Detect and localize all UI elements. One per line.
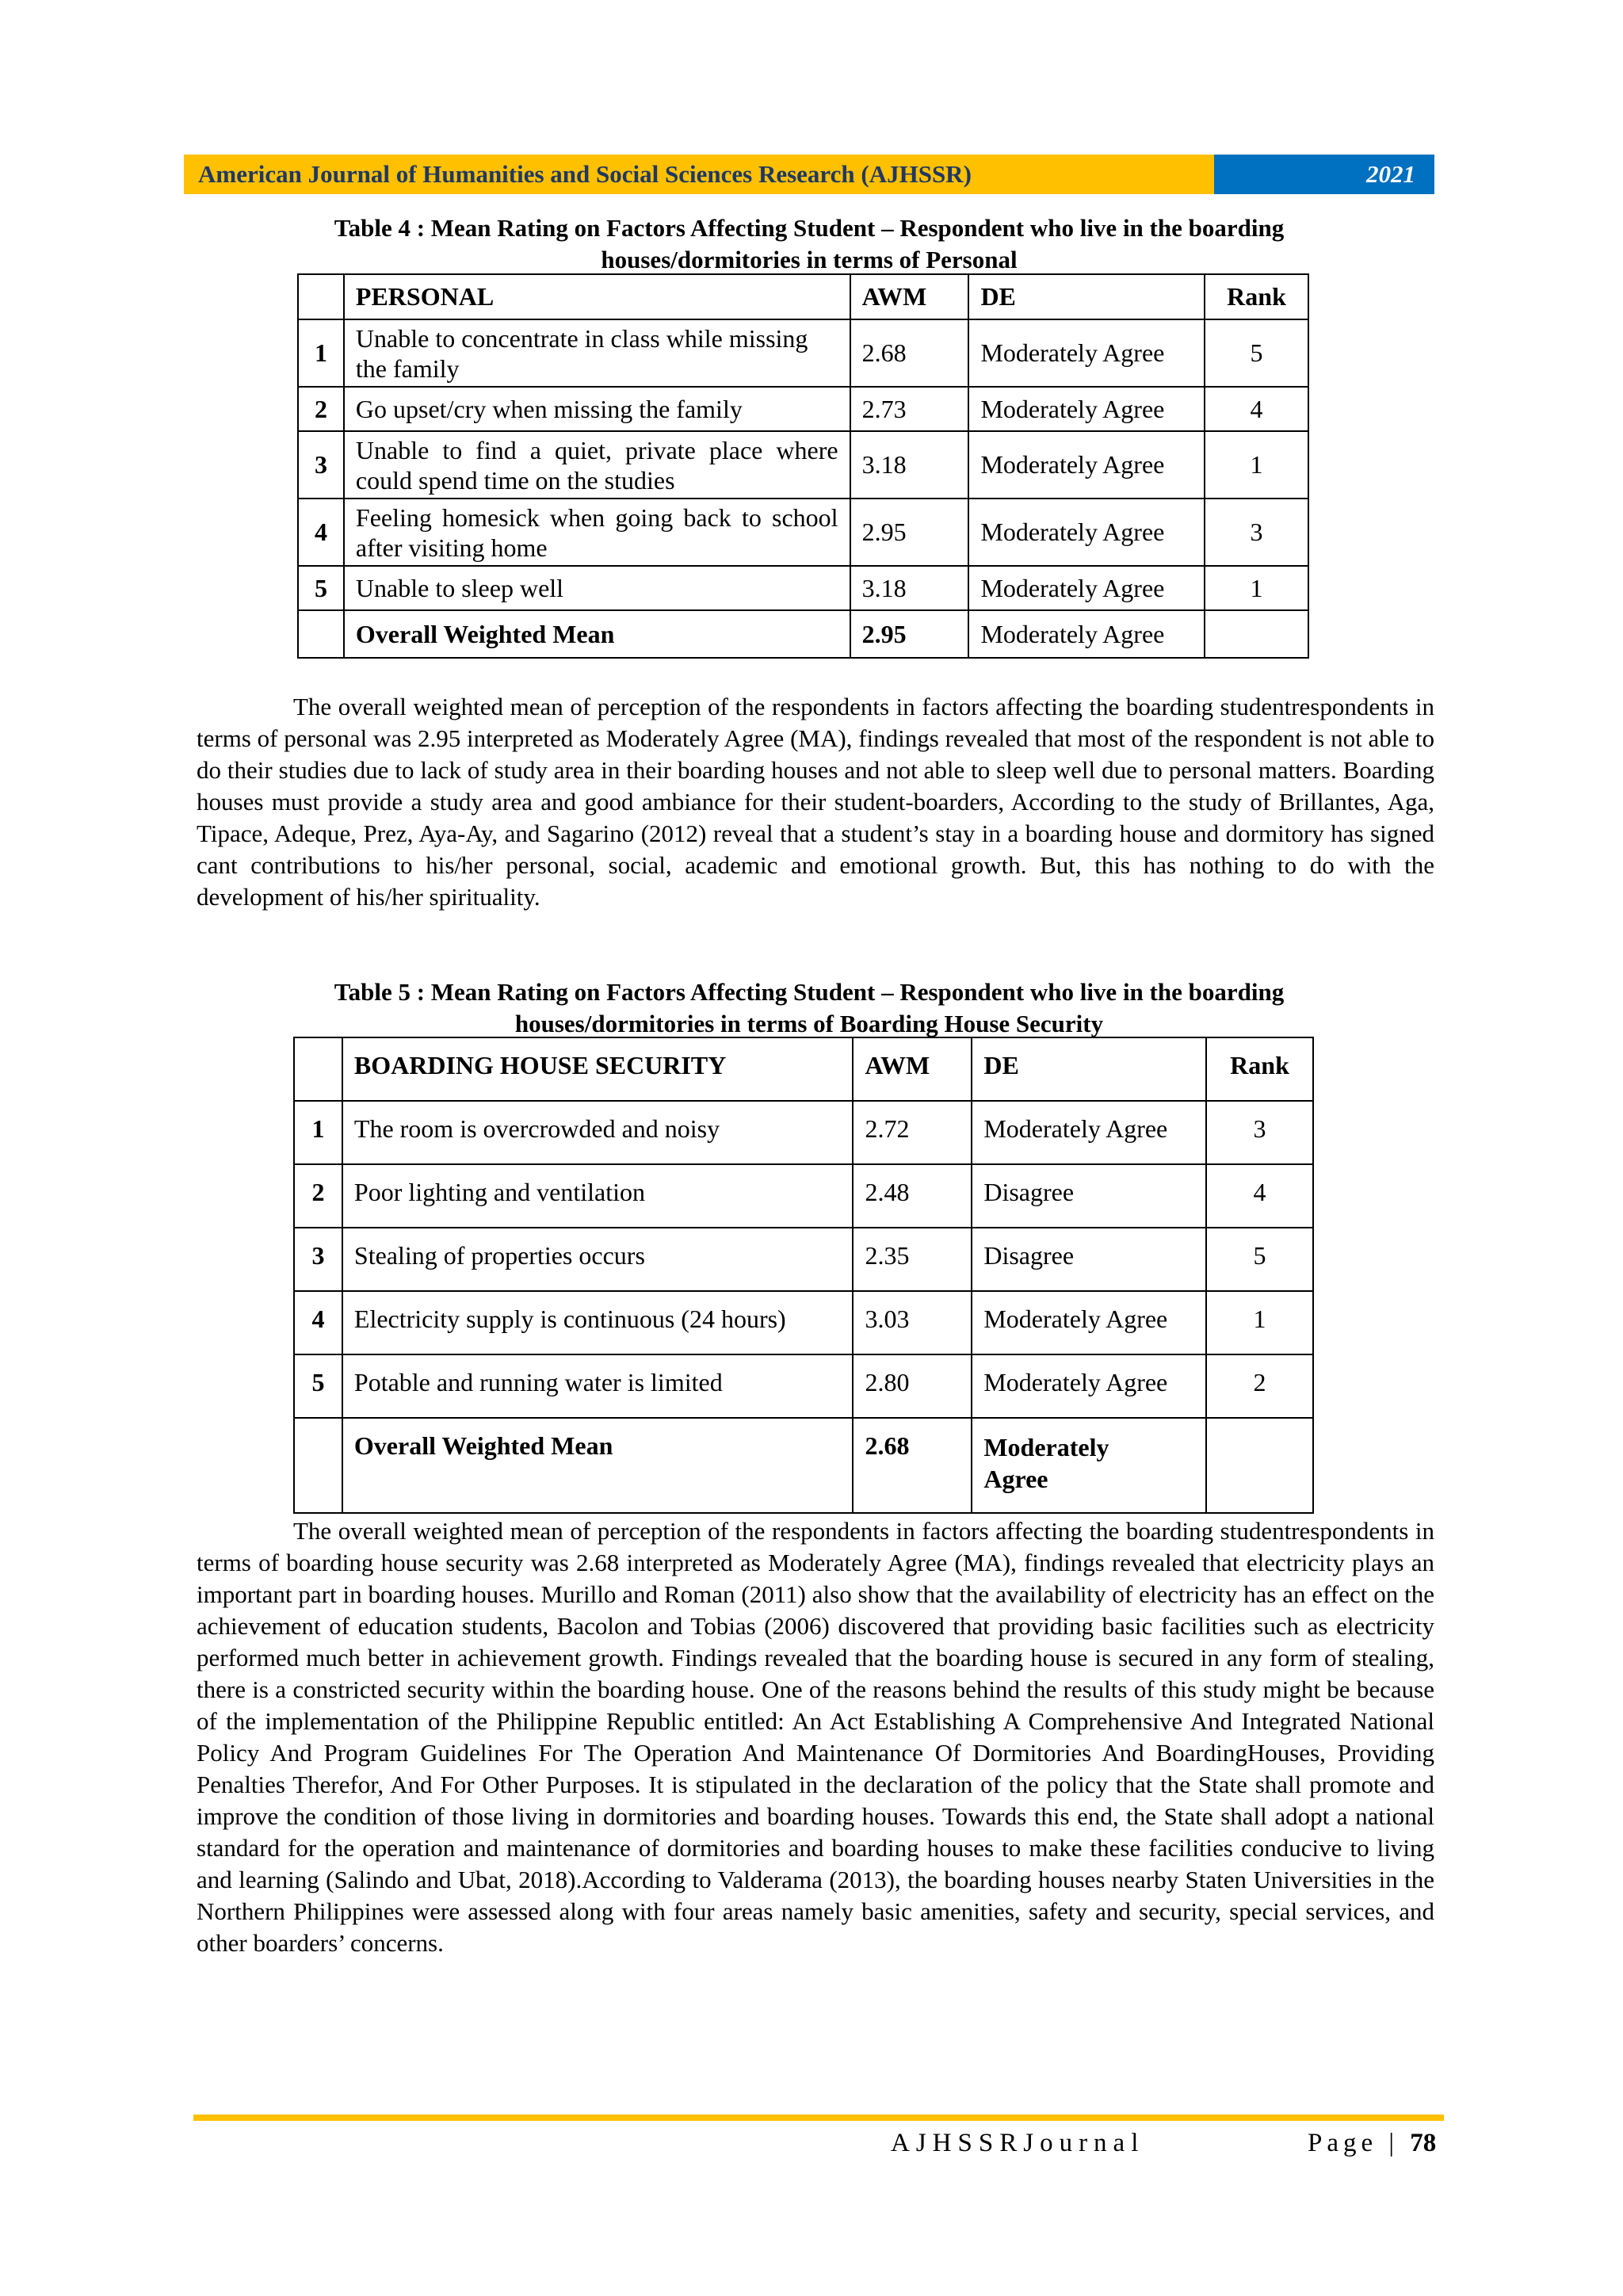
paragraph-security-discussion: The overall weighted mean of perception of the respondents in factors affecting the boarding studentrespondents in terms of boarding house security was 2.68 interpreted as Moderately Agree (MA), findings revealed that electricity plays an important part in boarding houses. Murillo and Roman (2011) also show that the availability of electricity has an effect on the achievement of education students, Bacolon and Tobias (2006) discovered that providing basic facilities such as electricity performed much better in achievement growth. Findings revealed that the boarding house is secured in any form of stealing, there is a constricted security within the boarding house. One of the reasons behind the results of this study might be because of the implementation of the Philippine Republic entitled: An Act Establishing A Comprehensive And Integrated National Policy And Program Guidelines For The Operation And Maintenance Of Dormitories And BoardingHouses, Providing Penalties Therefor, And For Other Purposes. It is stipulated in the declaration of the policy that the State shall promote and improve the condition of those living in dormitories and boarding houses. Towards this end, the State shall adopt a national standard for the operation and maintenance of dormitories and boarding houses to make these facilities conducive to living and learning (Salindo and Ubat, 2018).According to Valderama (2013), the boarding houses nearby Staten Universities in the Northern Philippines were assessed along with four areas namely basic amenities, safety and security, special services, and other boarders’ concerns. [197,1517,1434,1957]
row-item: The room is overcrowded and noisy [342,1101,854,1164]
row-awm: 3.18 [850,431,969,499]
overall-de-text: Moderately Agree [983,1433,1109,1493]
row-number: 4 [294,1291,342,1354]
table4-caption-line1: Table 4 : Mean Rating on Factors Affecting Student – Respondent who live in the boarding [334,214,1285,242]
table4 [297,273,1309,659]
row-awm: 3.03 [853,1291,972,1354]
table-row [294,1164,1313,1228]
row-awm: 2.73 [850,387,969,431]
row-number: 3 [294,1228,342,1291]
row-de: Disagree [972,1228,1206,1291]
footer-page-label: Page | [1308,2129,1400,2157]
row-number: 1 [294,1101,342,1164]
table5-caption-line2: houses/dormitories in terms of Boarding House Security [514,1010,1104,1037]
table4-overall-row [298,610,1308,658]
row-de: Disagree [972,1164,1206,1228]
row-item: Feeling homesick when going back to school after visiting home [344,499,850,566]
journal-title: American Journal of Humanities and Social Sciences Research (AJHSSR) [184,155,1214,194]
row-item: Unable to find a quiet, private place where could spend time on the studies [344,431,850,499]
journal-header [184,155,1434,194]
row-rank: 5 [1206,1228,1313,1291]
row-rank: 1 [1206,1291,1313,1354]
table-row [298,431,1308,499]
table-row [298,387,1308,431]
row-de: Moderately Agree [972,1291,1206,1354]
row-item: Unable to sleep well [344,566,850,610]
overall-label: Overall Weighted Mean [342,1418,854,1513]
row-item: Potable and running water is limited [342,1354,854,1418]
table-row [294,1101,1313,1164]
table5-overall-row [294,1418,1313,1513]
table-row [298,319,1308,387]
table5-corner [294,1037,342,1101]
overall-label: Overall Weighted Mean [344,610,850,658]
row-number: 5 [298,566,344,610]
row-de: Moderately Agree [972,1354,1206,1418]
table-row [294,1291,1313,1354]
row-item: Go upset/cry when missing the family [344,387,850,431]
row-awm: 2.35 [853,1228,972,1291]
row-item: Poor lighting and ventilation [342,1164,854,1228]
table4-header-de: DE [968,274,1205,319]
table5-header-awm: AWM [853,1037,972,1101]
row-de: Moderately Agree [968,387,1205,431]
row-rank: 5 [1205,319,1308,387]
overall-rank-empty [1206,1418,1313,1513]
table5-caption-line1: Table 5 : Mean Rating on Factors Affecting Student – Respondent who live in the boarding [334,978,1285,1006]
journal-year: 2021 [1214,155,1434,194]
row-awm: 3.18 [850,566,969,610]
table5-header-rank: Rank [1206,1037,1313,1101]
row-rank: 1 [1205,566,1308,610]
overall-empty-cell [294,1418,342,1513]
row-number: 2 [294,1164,342,1228]
row-rank: 3 [1206,1101,1313,1164]
row-awm: 2.95 [850,499,969,566]
paragraph-personal-discussion: The overall weighted mean of perception of the respondents in factors affecting the boarding studentrespondents in terms of personal was 2.95 interpreted as Moderately Agree (MA), findings revealed that most of the respondent is not able to do their studies due to lack of study area in their boarding houses and not able to sleep well due to personal matters. Boarding houses must provide a study area and good ambiance for their student-boarders, According to the study of Brillantes, Aga, Tipace, Adeque, Prez, Aya-Ay, and Sagarino (2012) reveal that a student’s stay in a boarding house and dormitory has signed cant contributions to his/her personal, social, academic and emotional growth. But, this has nothing to do with the development of his/her spirituality. [197,693,1434,911]
table4-header-rank: Rank [1205,274,1308,319]
row-rank: 4 [1205,387,1308,431]
row-item: Unable to concentrate in class while missing the family [344,319,850,387]
row-rank: 2 [1206,1354,1313,1418]
table4-corner [298,274,344,319]
footer-journal: AJHSSRJournal [891,2129,1145,2157]
row-de: Moderately Agree [968,566,1205,610]
row-de: Moderately Agree [968,319,1205,387]
row-awm: 2.48 [853,1164,972,1228]
table4-caption-line2: houses/dormitories in terms of Personal [601,246,1018,273]
overall-empty-cell [298,610,344,658]
table5-header-row [294,1037,1313,1101]
row-rank: 3 [1205,499,1308,566]
table4-header-category: PERSONAL [344,274,850,319]
table-row [294,1354,1313,1418]
table5-header-category: BOARDING HOUSE SECURITY [342,1037,854,1101]
table4-header-awm: AWM [850,274,969,319]
row-rank: 4 [1206,1164,1313,1228]
row-number: 3 [298,431,344,499]
row-number: 5 [294,1354,342,1418]
table4-header-row [298,274,1308,319]
table5 [293,1037,1314,1514]
overall-awm: 2.68 [853,1418,972,1513]
row-de: Moderately Agree [972,1101,1206,1164]
overall-rank-empty [1205,610,1308,658]
row-rank: 1 [1205,431,1308,499]
table5-caption [184,976,1434,1040]
row-number: 2 [298,387,344,431]
row-awm: 2.68 [850,319,969,387]
footer-page [1308,2129,1436,2158]
row-de: Moderately Agree [968,431,1205,499]
row-item: Electricity supply is continuous (24 hours) [342,1291,854,1354]
row-awm: 2.72 [853,1101,972,1164]
row-item: Stealing of properties occurs [342,1228,854,1291]
row-number: 4 [298,499,344,566]
table-row [298,566,1308,610]
overall-awm: 2.95 [850,610,969,658]
table-row [298,499,1308,566]
table-row [294,1228,1313,1291]
footer-rule [193,2115,1444,2121]
table4-caption [184,212,1434,276]
overall-de: Moderately Agree [968,610,1205,658]
overall-de [972,1418,1206,1513]
row-awm: 2.80 [853,1354,972,1418]
row-number: 1 [298,319,344,387]
table5-header-de: DE [972,1037,1206,1101]
page-number: 78 [1410,2129,1437,2157]
row-de: Moderately Agree [968,499,1205,566]
